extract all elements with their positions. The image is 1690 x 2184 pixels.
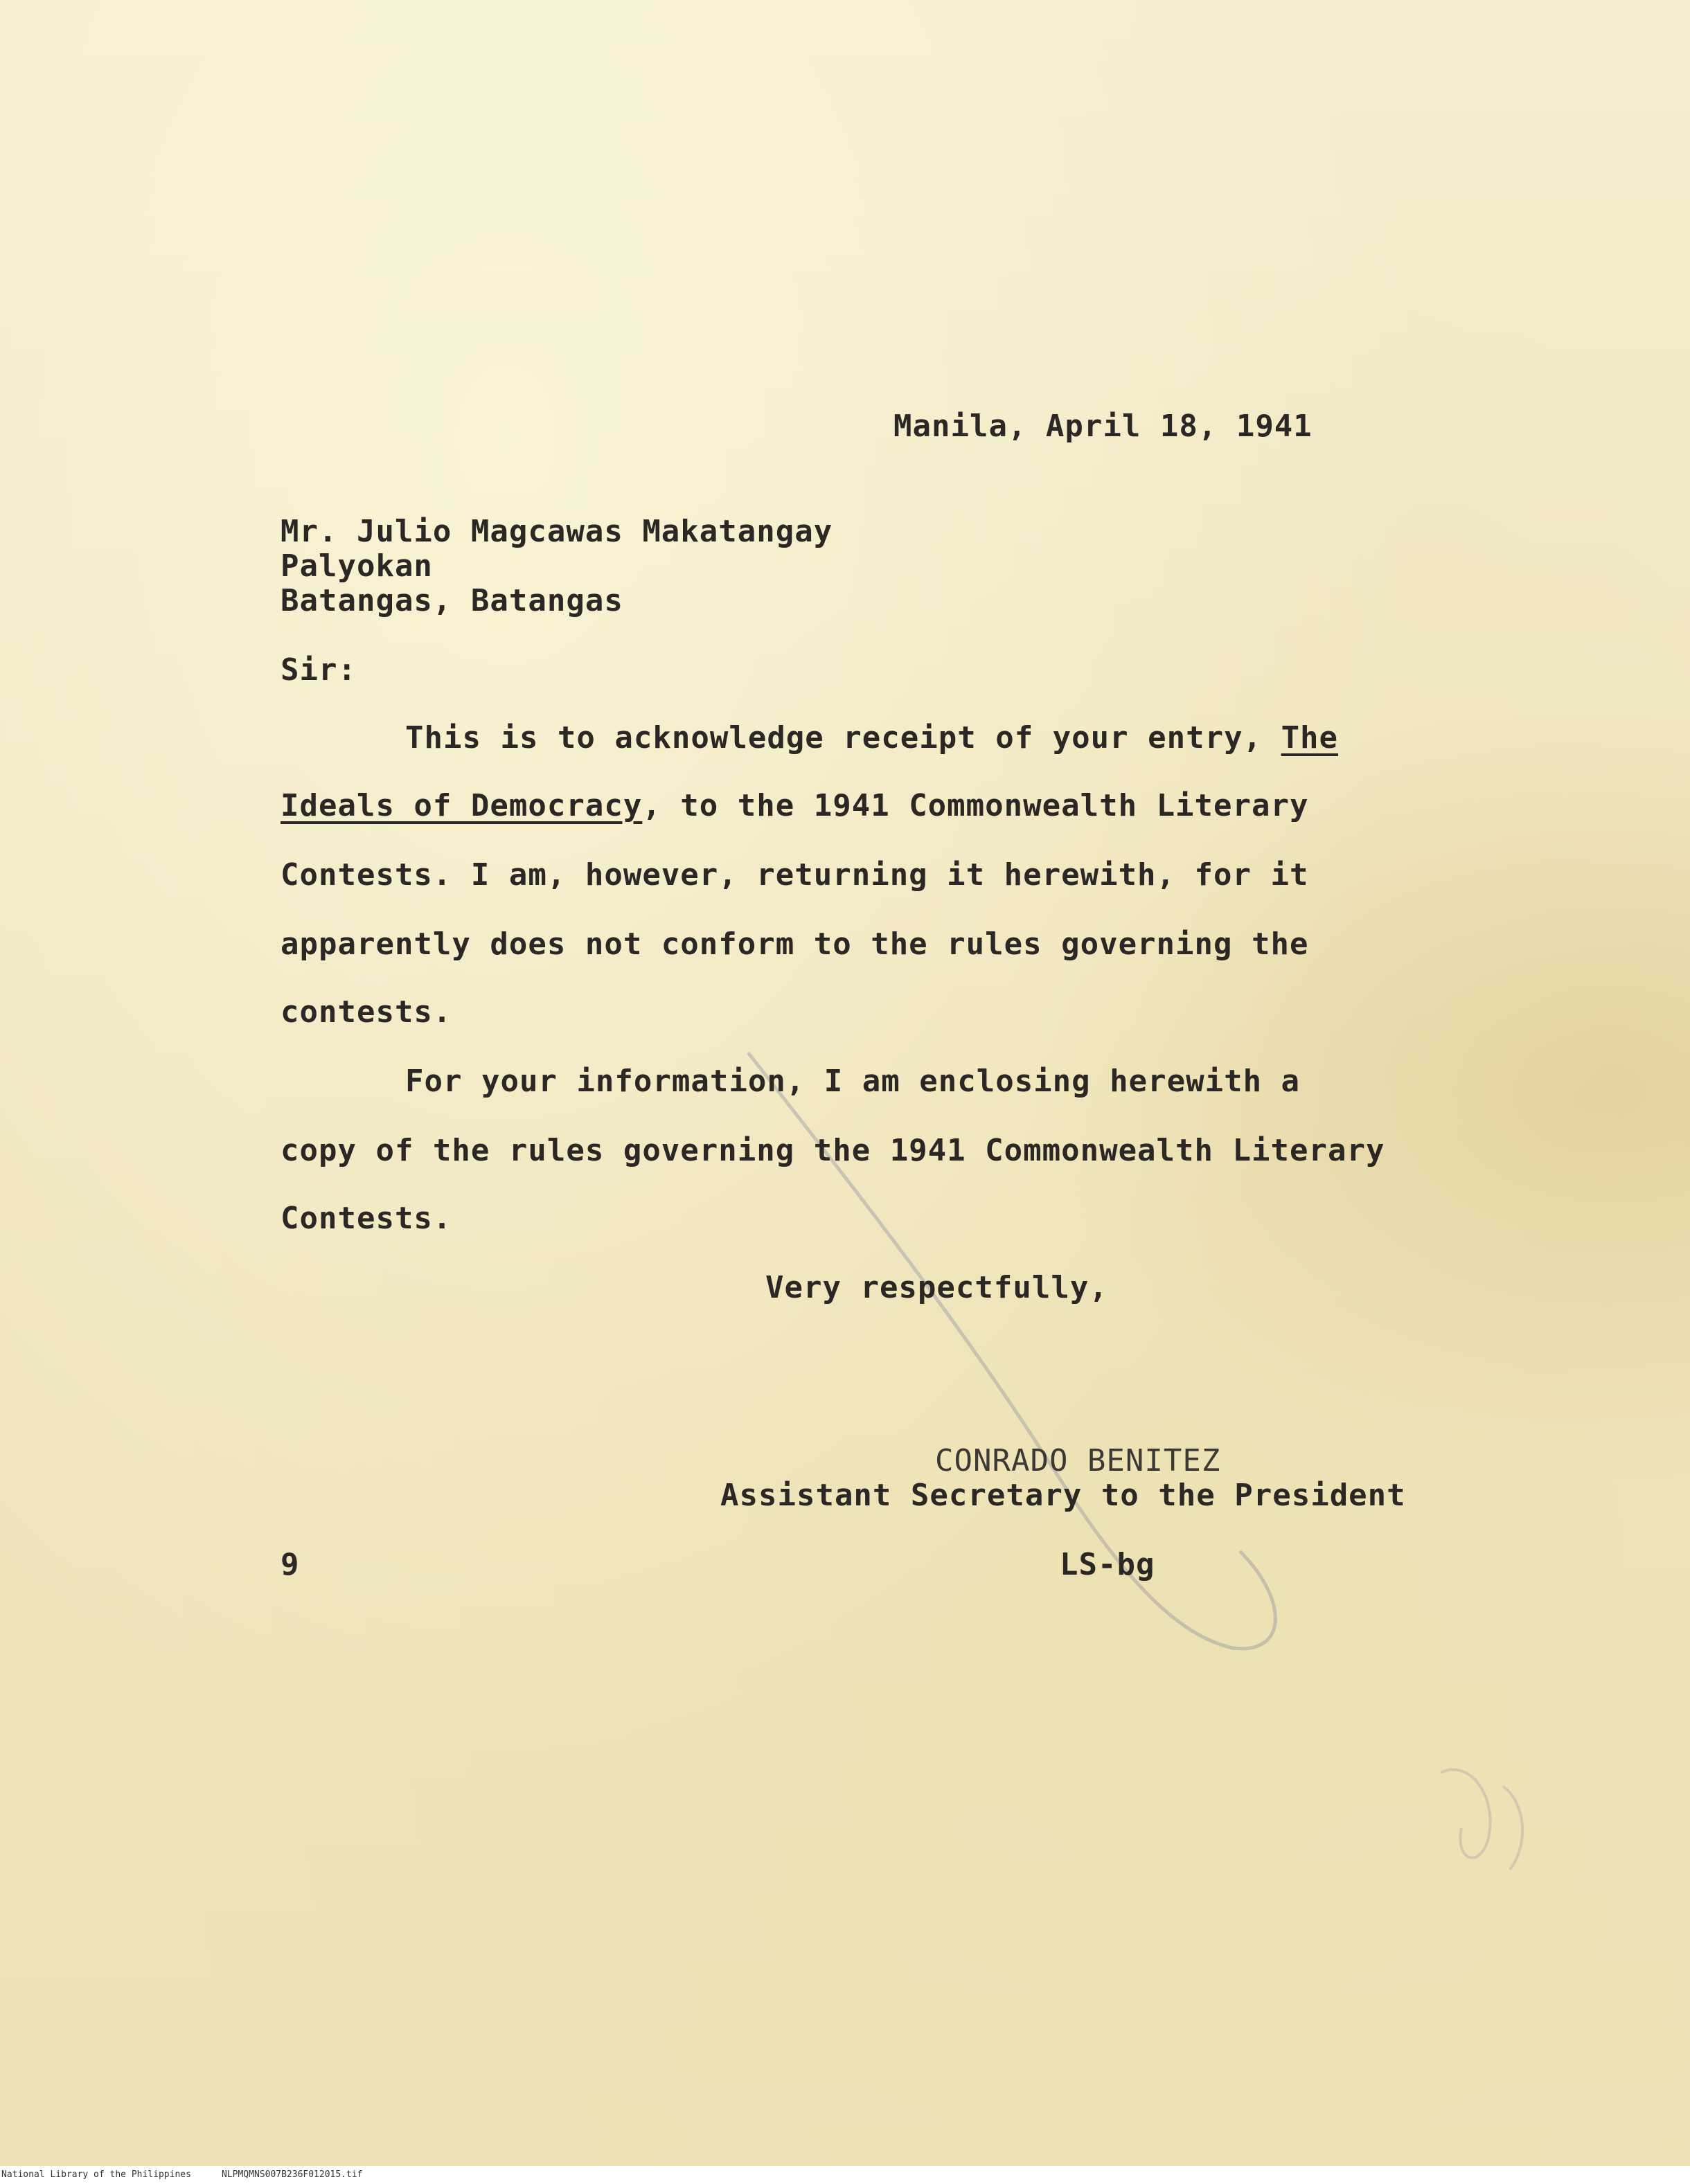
entry-title-part-1: The: [1281, 720, 1339, 755]
footer-institution: National Library of the Philippines: [1, 2169, 191, 2180]
entry-title-part-2: Ideals of Democracy: [281, 788, 643, 823]
recipient-name: Mr. Julio Magcawas Makatangay: [281, 514, 833, 549]
dateline: Manila, April 18, 1941: [893, 409, 1313, 444]
footer-file-id: NLPMQMNS007B236F012015.tif: [222, 2169, 363, 2180]
signature-name: CONRADO BENITEZ: [935, 1443, 1221, 1478]
paragraph-1-line-2-text: , to the 1941 Commonwealth Literary: [642, 788, 1309, 823]
scan-footer: [0, 2166, 1690, 2184]
paragraph-1-line-3: Contests. I am, however, returning it herewith, for it: [281, 857, 1309, 893]
recipient-street: Palyokan: [281, 548, 433, 584]
file-number: 9: [281, 1547, 300, 1582]
reference-initials: LS-bg: [1060, 1547, 1155, 1582]
recipient-city: Batangas, Batangas: [281, 583, 623, 618]
paragraph-1-line-1-text: This is to acknowledge receipt of your entry,: [405, 720, 1281, 755]
closing: Very respectfully,: [765, 1270, 1108, 1305]
paragraph-2-line-2: copy of the rules governing the 1941 Commonwealth Literary: [281, 1133, 1385, 1168]
paragraph-1-line-2: [281, 788, 1309, 823]
salutation: Sir:: [281, 652, 357, 688]
paragraph-1-line-5: contests.: [281, 994, 452, 1030]
paragraph-1-line-1: [405, 720, 1338, 755]
paragraph-2-line-3: Contests.: [281, 1201, 452, 1236]
signature-title: Assistant Secretary to the President: [720, 1478, 1406, 1513]
paragraph-1-line-4: apparently does not conform to the rules governing the: [281, 927, 1309, 962]
paragraph-2-line-1: For your information, I am enclosing herewith a: [405, 1064, 1301, 1099]
